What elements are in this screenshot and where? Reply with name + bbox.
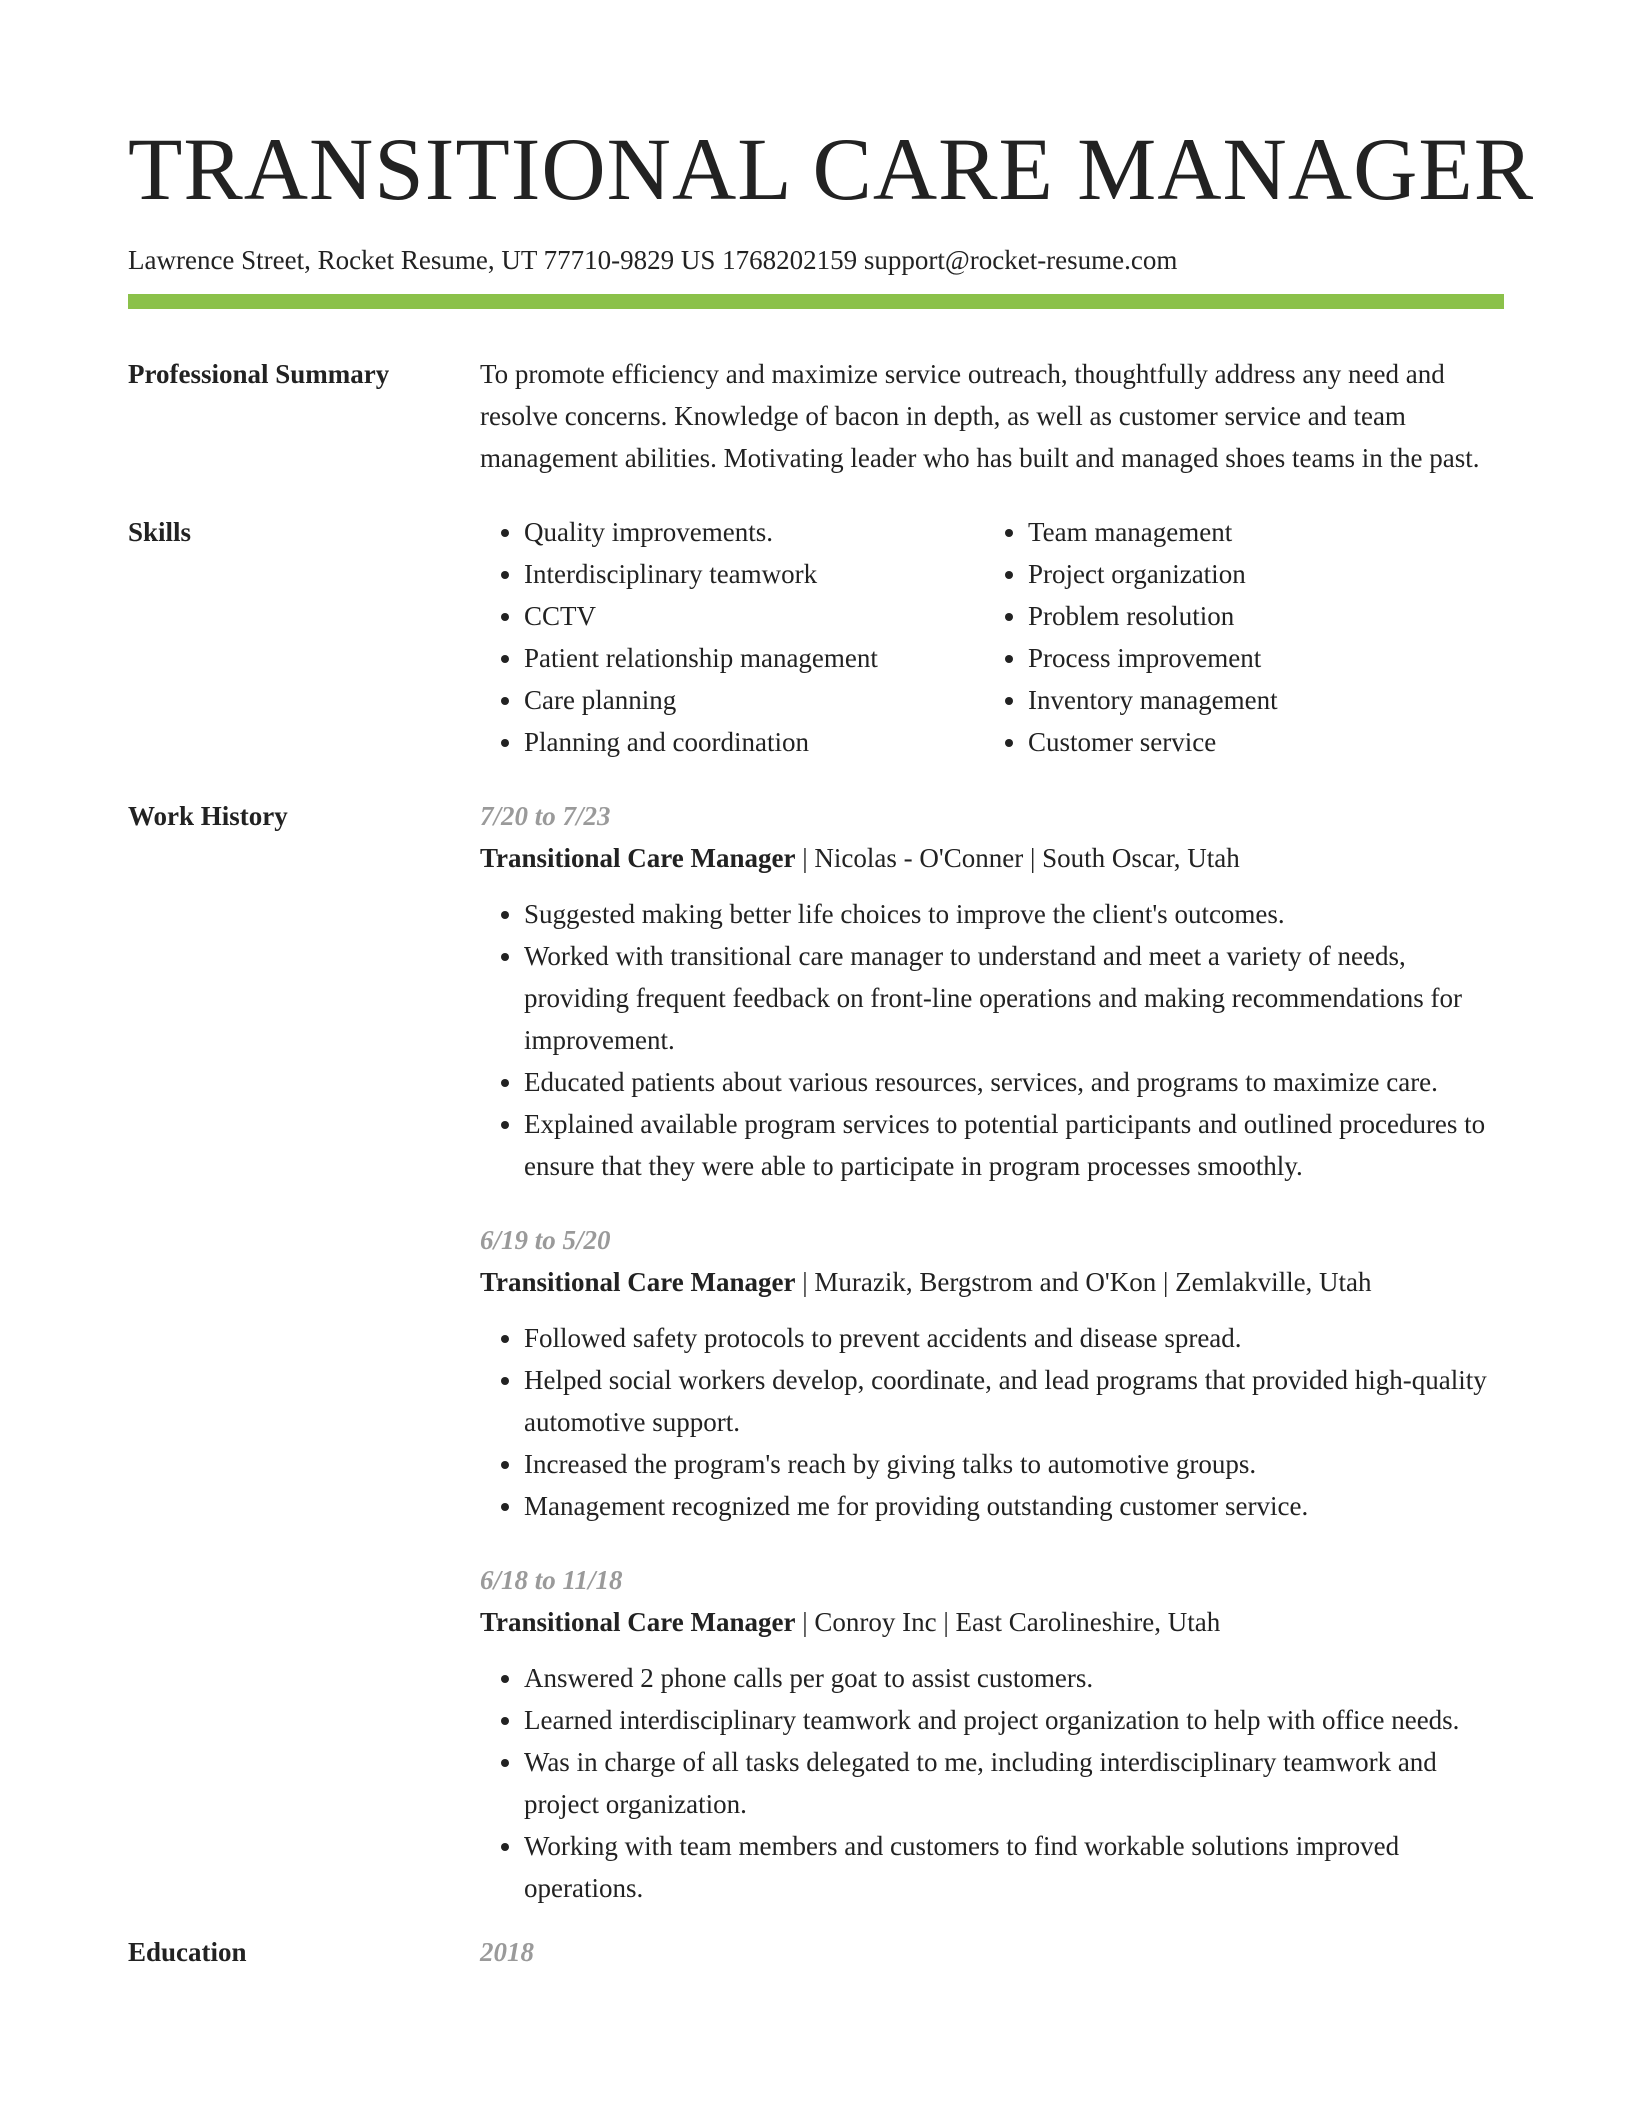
job-bullet: • Learned interdisciplinary teamwork and project organization to help with office needs. (524, 1699, 1504, 1741)
summary-section (128, 353, 1504, 479)
skill-item: • Team management (1028, 511, 1278, 553)
job-bullet: • Increased the program's reach by giving talks to automotive groups. (524, 1443, 1504, 1485)
job-dates: 7/20 to 7/23 (480, 801, 611, 831)
job-bullets (480, 1657, 1504, 1909)
job-bullet: • Suggested making better life choices to improve the client's outcomes. (524, 893, 1504, 935)
education-body (480, 1931, 1504, 1973)
contact-line: Lawrence Street, Rocket Resume, UT 77710-9829 US 1768202159 support@rocket-resume.com (128, 245, 1178, 275)
skill-item: • Planning and coordination (524, 721, 984, 763)
job-bullet: • Followed safety protocols to prevent accidents and disease spread. (524, 1317, 1504, 1359)
job-bullet: • Educated patients about various resources, services, and programs to maximize care. (524, 1061, 1504, 1103)
skill-item: • Process improvement (1028, 637, 1278, 679)
job-bullet: • Explained available program services to potential participants and outlined procedures to ensure that they were able to participate in program processes smoothly. (524, 1103, 1504, 1187)
accent-divider (128, 294, 1504, 309)
job-bullet: • Was in charge of all tasks delegated to me, including interdisciplinary teamwork and project organization. (524, 1741, 1504, 1825)
job-details: | Nicolas - O'Conner | South Oscar, Utah (795, 843, 1240, 873)
job-bullet: • Working with team members and customers to find workable solutions improved operations. (524, 1825, 1504, 1909)
education-year: 2018 (480, 1937, 534, 1967)
job-dates: 6/18 to 11/18 (480, 1565, 623, 1595)
job-entry (480, 1219, 1504, 1527)
education-section (128, 1931, 1504, 1973)
work-history-section (128, 795, 1504, 1909)
job-entry (480, 1559, 1504, 1909)
job-details: | Murazik, Bergstrom and O'Kon | Zemlakville, Utah (795, 1267, 1372, 1297)
section-heading: Skills (128, 517, 192, 547)
skill-item: • Inventory management (1028, 679, 1278, 721)
resume-title: TRANSITIONAL CARE MANAGER (128, 121, 1535, 219)
job-entry (480, 795, 1504, 1187)
job-bullets (480, 893, 1504, 1187)
job-bullets (480, 1317, 1504, 1527)
job-details: | Conroy Inc | East Carolineshire, Utah (795, 1607, 1221, 1637)
skill-item: • Project organization (1028, 553, 1278, 595)
job-bullet: • Management recognized me for providing outstanding customer service. (524, 1485, 1504, 1527)
job-bullet: • Worked with transitional care manager to understand and meet a variety of needs, providing frequent feedback on front-line operations and making recommendations for improvement. (524, 935, 1504, 1061)
job-bullet: • Answered 2 phone calls per goat to assist customers. (524, 1657, 1504, 1699)
job-role: Transitional Care Manager (480, 1607, 796, 1637)
work-history-list (480, 795, 1504, 1909)
skill-item: • CCTV (524, 595, 984, 637)
section-heading: Education (128, 1937, 247, 1967)
skill-item: • Customer service (1028, 721, 1278, 763)
skills-section (128, 511, 1504, 763)
skill-item: • Quality improvements. (524, 511, 984, 553)
job-bullet: • Helped social workers develop, coordinate, and lead programs that provided high-quality automotive support. (524, 1359, 1504, 1443)
skills-grid (480, 511, 1504, 763)
skills-column-2 (984, 511, 1278, 763)
resume-page (128, 110, 1535, 1973)
summary-text: To promote efficiency and maximize service outreach, thoughtfully address any need and resolve concerns. Knowledge of bacon in depth, as well as customer service and team management abilities. Motivating leader who has built and managed shoes teams in the past. (480, 359, 1480, 473)
job-role: Transitional Care Manager (480, 1267, 796, 1297)
job-heading (480, 837, 1504, 879)
section-heading: Professional Summary (128, 359, 390, 389)
section-heading: Work History (128, 801, 288, 831)
skill-item: • Care planning (524, 679, 984, 721)
job-role: Transitional Care Manager (480, 843, 796, 873)
job-heading (480, 1601, 1504, 1643)
job-dates: 6/19 to 5/20 (480, 1225, 611, 1255)
job-heading (480, 1261, 1504, 1303)
skill-item: • Interdisciplinary teamwork (524, 553, 984, 595)
skills-column-1 (480, 511, 984, 763)
skill-item: • Patient relationship management (524, 637, 984, 679)
skill-item: • Problem resolution (1028, 595, 1278, 637)
